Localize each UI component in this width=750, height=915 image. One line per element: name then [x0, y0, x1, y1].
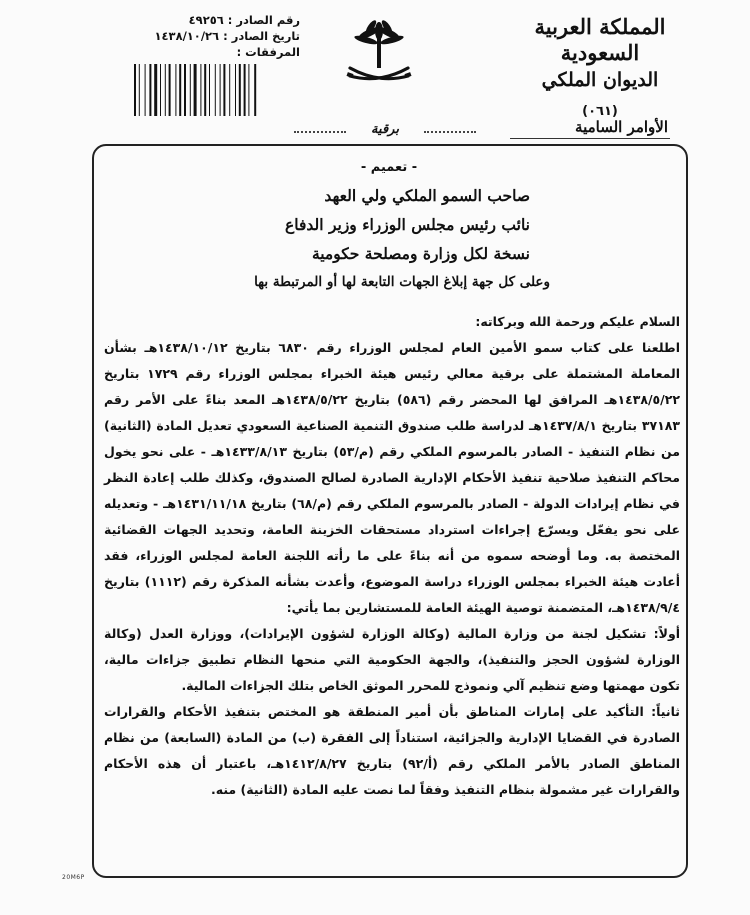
memo-paragraph: ثانياً: التأكيد على إمارات المناطق بأن أمير المنطقة هو المختص بتنفيذ الأحكام والقرارات الصادرة في القضايا الإدارية والجزائية، استناداً إلى الفقرة (ب) من المادة (السابعة) من نظام المناطق الصادر بالأمر الملكي رقم (أ/٩٢) بتاريخ ١٤١٢/٨/٢٧هـ، باعتبار أن هذه الأحكام والقرارات غير مشمولة بنظام التنفيذ وفقاً لما نصت عليه المادة (الثانية) منه. — [104, 704, 680, 797]
barcode-bar — [160, 64, 161, 116]
barcode-bar — [179, 64, 181, 116]
royal-orders-label: الأوامر السامية — [575, 118, 668, 136]
barcode-bar — [134, 64, 136, 116]
office-number: (٠٦١) — [582, 104, 618, 119]
barcode-bar — [254, 64, 256, 116]
issue-date-row — [150, 28, 300, 44]
issue-number-label: رقم الصادر : — [227, 13, 300, 27]
barcode-bar — [154, 64, 157, 116]
addressee-line: نسخة لكل وزارة ومصلحة حكومية — [311, 244, 530, 263]
barcode-bar — [235, 64, 236, 116]
letterhead — [500, 14, 700, 119]
issue-date: ١٤٣٨/١٠/٢٦ — [154, 29, 220, 43]
attachments-label: المرفقات : — [236, 45, 300, 59]
barcode-bar — [248, 64, 249, 116]
palm-swords-emblem-icon — [344, 18, 414, 90]
barcode-icon — [130, 62, 280, 118]
telegram-label: برقية — [371, 122, 399, 137]
barcode-bar — [209, 64, 210, 116]
royal-court-title: الديوان الملكي — [541, 69, 659, 91]
barcode-bar — [165, 64, 166, 116]
issue-meta — [150, 12, 300, 60]
header-divider — [510, 138, 670, 139]
barcode-bar — [204, 64, 206, 116]
barcode-bar — [220, 64, 221, 116]
memo-body — [98, 160, 680, 803]
telegram-dots-right — [424, 131, 476, 133]
issue-number-row — [150, 12, 300, 28]
barcode-bar — [244, 64, 246, 116]
memo-paragraph: اطلعنا على كتاب سمو الأمين العام لمجلس الوزراء رقم ٦٨٣٠ بتاريخ ١٤٣٨/١٠/١٢هـ بشأن المعاملة المشتملة على برقية معالي رئيس هيئة الخبراء بمجلس الوزراء رقم ١٧٢٩ بتاريخ ١٤٣٨/٥/٢٢هـ المرافق لها المحضر رقم (٥٨٦) بتاريخ ١٤٣٨/٥/٢٢هـ المعد بناءً على الأمر رقم ٣٧١٨٣ بتاريخ ١٤٣٧/٨/١هـ لدراسة طلب صندوق التنمية الصناعية السعودي تعديل المادة (الثانية) من نظام التنفيذ - الصادر بالمرسوم الملكي رقم (م/٥٣) بتاريخ ١٤٣٣/٨/١٣هـ - على نحو يخول محاكم التنفيذ صلاحية تنفيذ الأحكام الإدارية الصادرة لصالح الصندوق، وكذلك طلب إعادة النظر في نظام إيرادات الدولة - الصادر بالمرسوم الملكي رقم (م/٦٨) بتاريخ ١٤٣١/١١/١٨هـ - وتعديله على نحو يفعّل ويسرّع إجراءات استرداد مستحقات الخزينة العامة، وتحديد الجهات القضائية المختصة به. وما أوضحه سموه من أنه بناءً على ما رأته اللجنة العامة لمجلس الوزراء، فقد أعادت هيئة الخبراء بمجلس الوزراء دراسة الموضوع، وأعدت بشأنه المذكرة رقم (١١١٢) بتاريخ ١٤٣٨/٩/٤هـ، المتضمنة توصية الهيئة العامة للمستشارين بما يأتي: — [104, 340, 681, 615]
barcode-bar — [149, 64, 151, 116]
footer-code: 20M6P — [62, 874, 85, 881]
attachments-row — [150, 44, 300, 60]
barcode-bar — [145, 64, 146, 116]
barcode-bar — [190, 64, 191, 116]
barcode-bar — [229, 64, 230, 116]
barcode-bar — [223, 64, 225, 116]
greeting: السلام عليكم ورحمة الله وبركاته: — [475, 314, 680, 329]
circular-label: - تعميم - — [360, 160, 418, 175]
kingdom-title: المملكة العربية السعودية — [534, 14, 666, 65]
addressee-line: صاحب السمو الملكي ولي العهد — [324, 186, 530, 205]
issue-number: ٤٩٢٥٦ — [188, 13, 224, 27]
issue-date-label: تاريخ الصادر : — [223, 29, 300, 43]
memo-paragraph: أولاً: تشكيل لجنة من وزارة المالية (وكالة الوزارة لشؤون الإيرادات)، ووزارة العدل (وكالة الوزارة لشؤون الحجز والتنفيذ)، والجهة الحكومية التي منحها النظام تطبيق جزاءات مالية، تكون مهمتها وضع تنظيم آلي ونموذج للمحرر الموثق الخاص بتلك الجزاءات المالية. — [104, 626, 680, 693]
telegram-marker — [290, 122, 480, 144]
barcode-bar — [194, 64, 197, 116]
barcode-bar — [169, 64, 171, 116]
barcode-bar — [139, 64, 140, 116]
addressee-line: نائب رئيس مجلس الوزراء وزير الدفاع — [285, 215, 530, 234]
addressee-line: وعلى كل جهة إبلاغ الجهات التابعة لها أو المرتبطة بها — [254, 274, 550, 290]
barcode-bar — [200, 64, 201, 116]
barcode-bar — [239, 64, 241, 116]
barcode-bar — [175, 64, 176, 116]
barcode-bar — [184, 64, 186, 116]
barcode-bar — [215, 64, 216, 116]
